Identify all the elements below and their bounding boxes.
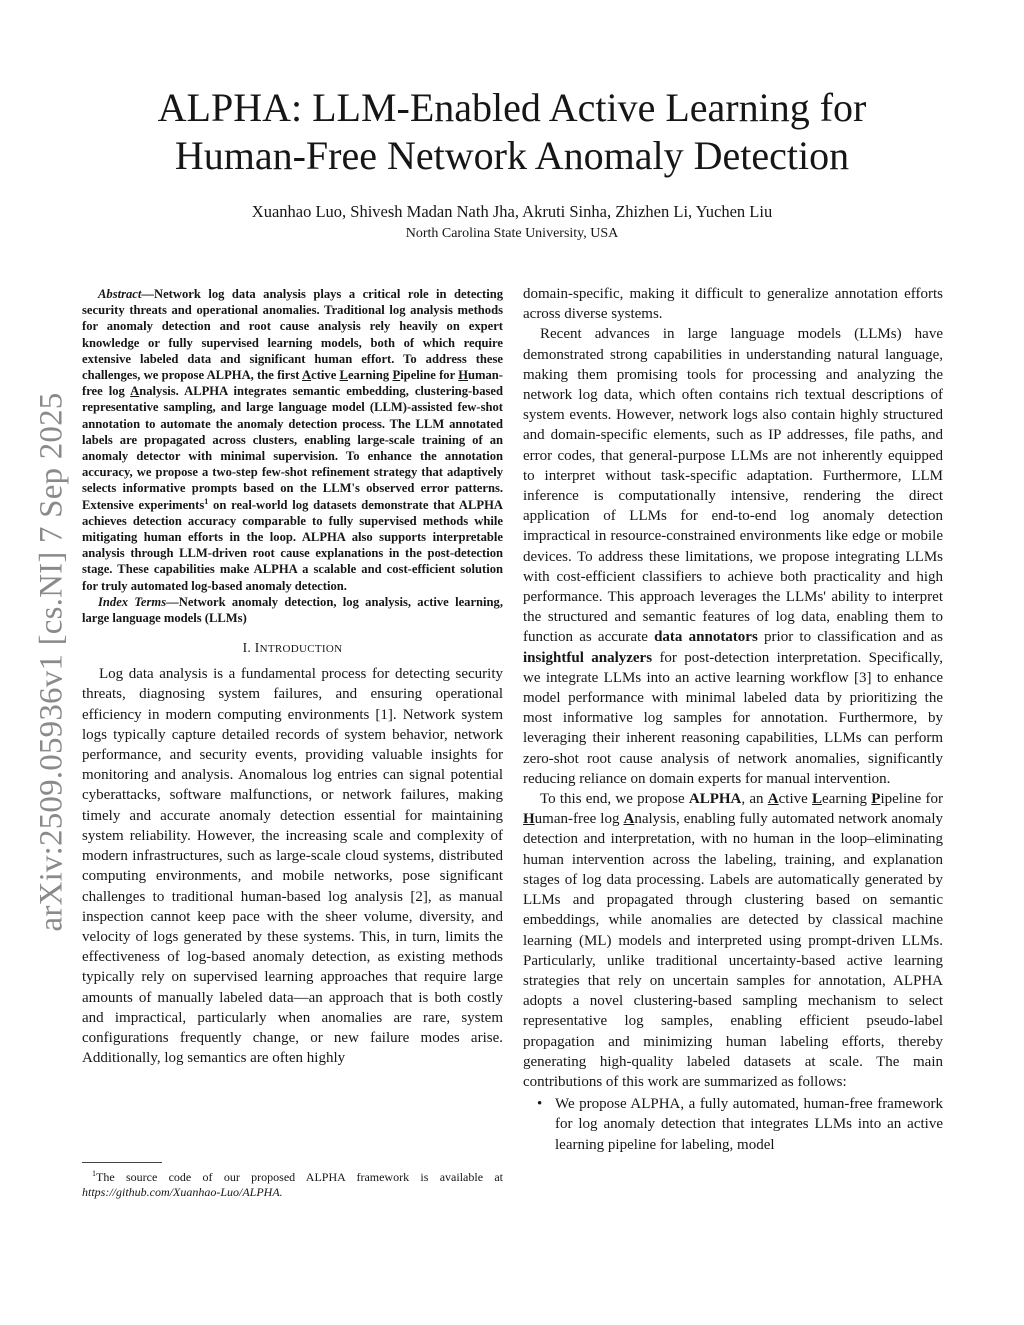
term-alpha: ALPHA: [688, 791, 742, 808]
abstract-text-1: Network log data analysis plays a critical role in detecting security threats and operational anomalies. Traditional log analysis methods for anomaly detection and root cause analysis rely heavily on expert knowledge or fully supervised learning models, both of which require extensive labeled data and significant human effort. To address these challenges, we propose ALPHA, the first: [82, 287, 503, 383]
acronym-an: A: [130, 384, 140, 399]
p3-acronym-h: H: [523, 811, 535, 828]
contribution-list: [523, 1094, 943, 1155]
title-line-2: Human-Free Network Anomaly Detection: [174, 133, 850, 178]
intro-paragraph-3: [523, 789, 943, 1092]
index-terms-text: Network anomaly detection, log analysis, active learning, large language models (LLMs): [82, 594, 504, 626]
para-2-text-a: Recent advances in large language models (LLMs) have demonstrated strong capabilities in understanding natural language, making them promising tools for processing and analyzing the network log data, which often contains rich textual descriptions of system events. However, network logs also contain highly structured and domain-specific elements, such as IP addresses, file paths, and error codes, that general-purpose LLMs are not inherently equipped to interpret without task-specific adaptation. Furthermore, LLM inference is computationally intensive, rendering the direct application of LLMs for end-to-end log anomaly detection impractical in resource-constrained environments like edge or mobile devices. To address these limitations, we propose integrating LLMs with cost-efficient classifiers to achieve both practicality and high performance. This approach leverages the LLMs' ability to interpret the structured and semantic features of log data, enabling them to function as accurate: [523, 326, 943, 646]
section-title-first: I: [254, 640, 260, 656]
section-heading-introduction: [82, 640, 503, 656]
acronym-p-rest: ipeline for: [400, 368, 459, 383]
acronym-an-rest: nalysis.: [139, 384, 179, 399]
acronym-h-rest: uman-free log: [82, 368, 504, 399]
footnote-text: The source code of our proposed ALPHA framework is available at: [96, 1170, 503, 1184]
p3-acronym-a-rest: ctive: [778, 791, 813, 808]
p3-acronym-an: A: [623, 811, 635, 828]
acronym-l: L: [339, 368, 348, 383]
footnote: [82, 1170, 503, 1200]
index-terms-label: Index Terms: [98, 594, 167, 609]
footnote-marker: 1: [204, 496, 209, 506]
index-terms: [82, 594, 503, 626]
p3-acronym-an-rest: nalysis: [634, 811, 676, 828]
term-insightful-analyzers: insightful analyzers: [523, 649, 653, 666]
footnote-url: https://github.com/Xuanhao-Luo/ALPHA.: [82, 1185, 283, 1199]
footnote-number: 1: [92, 1169, 96, 1178]
acronym-p: P: [392, 368, 401, 383]
p3-acronym-l: L: [812, 791, 823, 808]
title-line-1: ALPHA: LLM-Enabled Active Learning for: [157, 85, 867, 130]
abstract-label: Abstract: [98, 287, 142, 301]
index-terms-dash: —: [166, 594, 179, 609]
intro-paragraph-1: Log data analysis is a fundamental process for detecting security threats, diagnosing system failures, and ensuring operational efficiency in modern computing environments [1]. Network system logs typically capture detailed records of system behavior, network performance, and security events, providing valuable insights for monitoring and analysis. Anomalous log entries can signal potential cyberattacks, software malfunctions, or network failures, making timely and accurate anomaly detection essential for maintaining system reliability. However, the increasing scale and complexity of modern infrastructures, such as large-scale cloud systems, distributed computing environments, and mobile networks, pose significant challenges to traditional human-based log analysis [2], as manual inspection cannot keep pace with the sheer volume, diversity, and velocity of logs generated by these systems. This, in turn, limits the effectiveness of log-based anomaly detection, as existing methods typically rely on supervised learning approaches that require large amounts of manually labeled data—an approach that is both costly and impractical, particularly when anomalies are rare, system configurations frequently change, or new failure modes arise. Additionally, log semantics are often highly: [82, 666, 503, 1067]
footnote-rule: [82, 1162, 162, 1163]
section-numeral: I.: [242, 640, 255, 656]
term-data-annotators: data annotators: [654, 629, 758, 646]
abstract-text-3: on real-world log datasets demonstrate that ALPHA achieves detection accuracy comparable to fully supervised methods while mitigating human efforts in the loop. ALPHA also supports interpretable analysis through LLM-driven root cause explanations in the post-detection stage. These capabilities make ALPHA a scalable and cost-efficient solution for truly automated log-based anomaly detection.: [82, 497, 503, 593]
right-column: [523, 284, 943, 1155]
p3-acronym-a: A: [767, 791, 779, 808]
list-item: [523, 1094, 943, 1155]
para-3-text-a: To this end, we propose: [540, 791, 689, 808]
left-column: [82, 286, 503, 1068]
abstract-dash: —: [141, 287, 154, 301]
acronym-a-rest: ctive: [311, 368, 340, 383]
para-2-text-c: for post-detection interpretation. Specifically, we integrate LLMs into an active learning workflow [3] to enhance model performance with minimal labeled data by prioritizing the most informative log samples for annotation. Furthermore, by leveraging their inherent reasoning capabilities, LLMs can perform zero-shot root cause analysis of network anomalies, significantly reducing reliance on domain experts for manual intervention.: [523, 649, 943, 787]
p3-acronym-p-rest: ipeline for: [880, 791, 944, 808]
acronym-l-rest: earning: [347, 368, 393, 383]
section-title-rest: NTRODUCTION: [259, 643, 343, 656]
abstract: [82, 286, 503, 594]
para-3-text-c: , enabling fully automated network anomaly detection and interpretation, with no human in the loop–eliminating human intervention across the labeling, training, and explanation stages of log data processing. Labels are automatically generated by LLMs and propagated through clustering based on semantic embeddings, while anomalies are detected by classical machine learning (ML) models and interpreted using prompt-driven LLMs. Particularly, unlike traditional uncertainty-based active learning strategies that rely on uncertain samples for annotation, ALPHA adopts a novel clustering-based sampling mechanism to select representative log samples, enabling efficient pseudo-label propagation and minimizing human labeling efforts, thereby generating high-quality labeled datasets at scale. The main contributions of this work are summarized as follows:: [523, 811, 943, 1090]
intro-paragraph-2: [523, 324, 943, 789]
acronym-a: A: [302, 368, 312, 383]
p3-acronym-l-rest: earning: [822, 791, 868, 808]
intro-paragraph-1-continued: domain-specific, making it difficult to generalize annotation efforts across diverse systems.: [523, 286, 943, 323]
arxiv-identifier: arXiv:2509.05936v1 [cs.NI] 7 Sep 2025: [33, 392, 70, 932]
affiliation: North Carolina State University, USA: [405, 226, 619, 241]
acronym-h: H: [458, 368, 469, 383]
abstract-text-2: ALPHA integrates semantic embedding, clustering-based representative sampling, and large language model (LLM)-assisted few-shot annotation to automate the anomaly detection process. The LLM annotated labels are propagated across clusters, enabling large-scale training of an anomaly detector with minimal supervision. To enhance the annotation accuracy, we propose a two-step few-shot refinement strategy that adaptively selects informative prompts based on the LLM's observed error patterns. Extensive experiments: [82, 384, 503, 512]
bullet-icon: •: [537, 1096, 543, 1113]
p3-acronym-p: P: [871, 791, 881, 808]
contribution-1-text: We propose ALPHA, a fully automated, human-free framework for log anomaly detection that integrates LLMs into an active learning pipeline for labeling, model: [555, 1096, 943, 1153]
para-3-text-b: , an: [741, 791, 768, 808]
author-list: Xuanhao Luo, Shivesh Madan Nath Jha, Akruti Sinha, Zhizhen Li, Yuchen Liu: [251, 202, 773, 221]
para-2-text-b: prior to classification and as: [757, 629, 943, 646]
p3-acronym-h-rest: uman-free log: [534, 811, 624, 828]
paper-title: [110, 84, 914, 180]
